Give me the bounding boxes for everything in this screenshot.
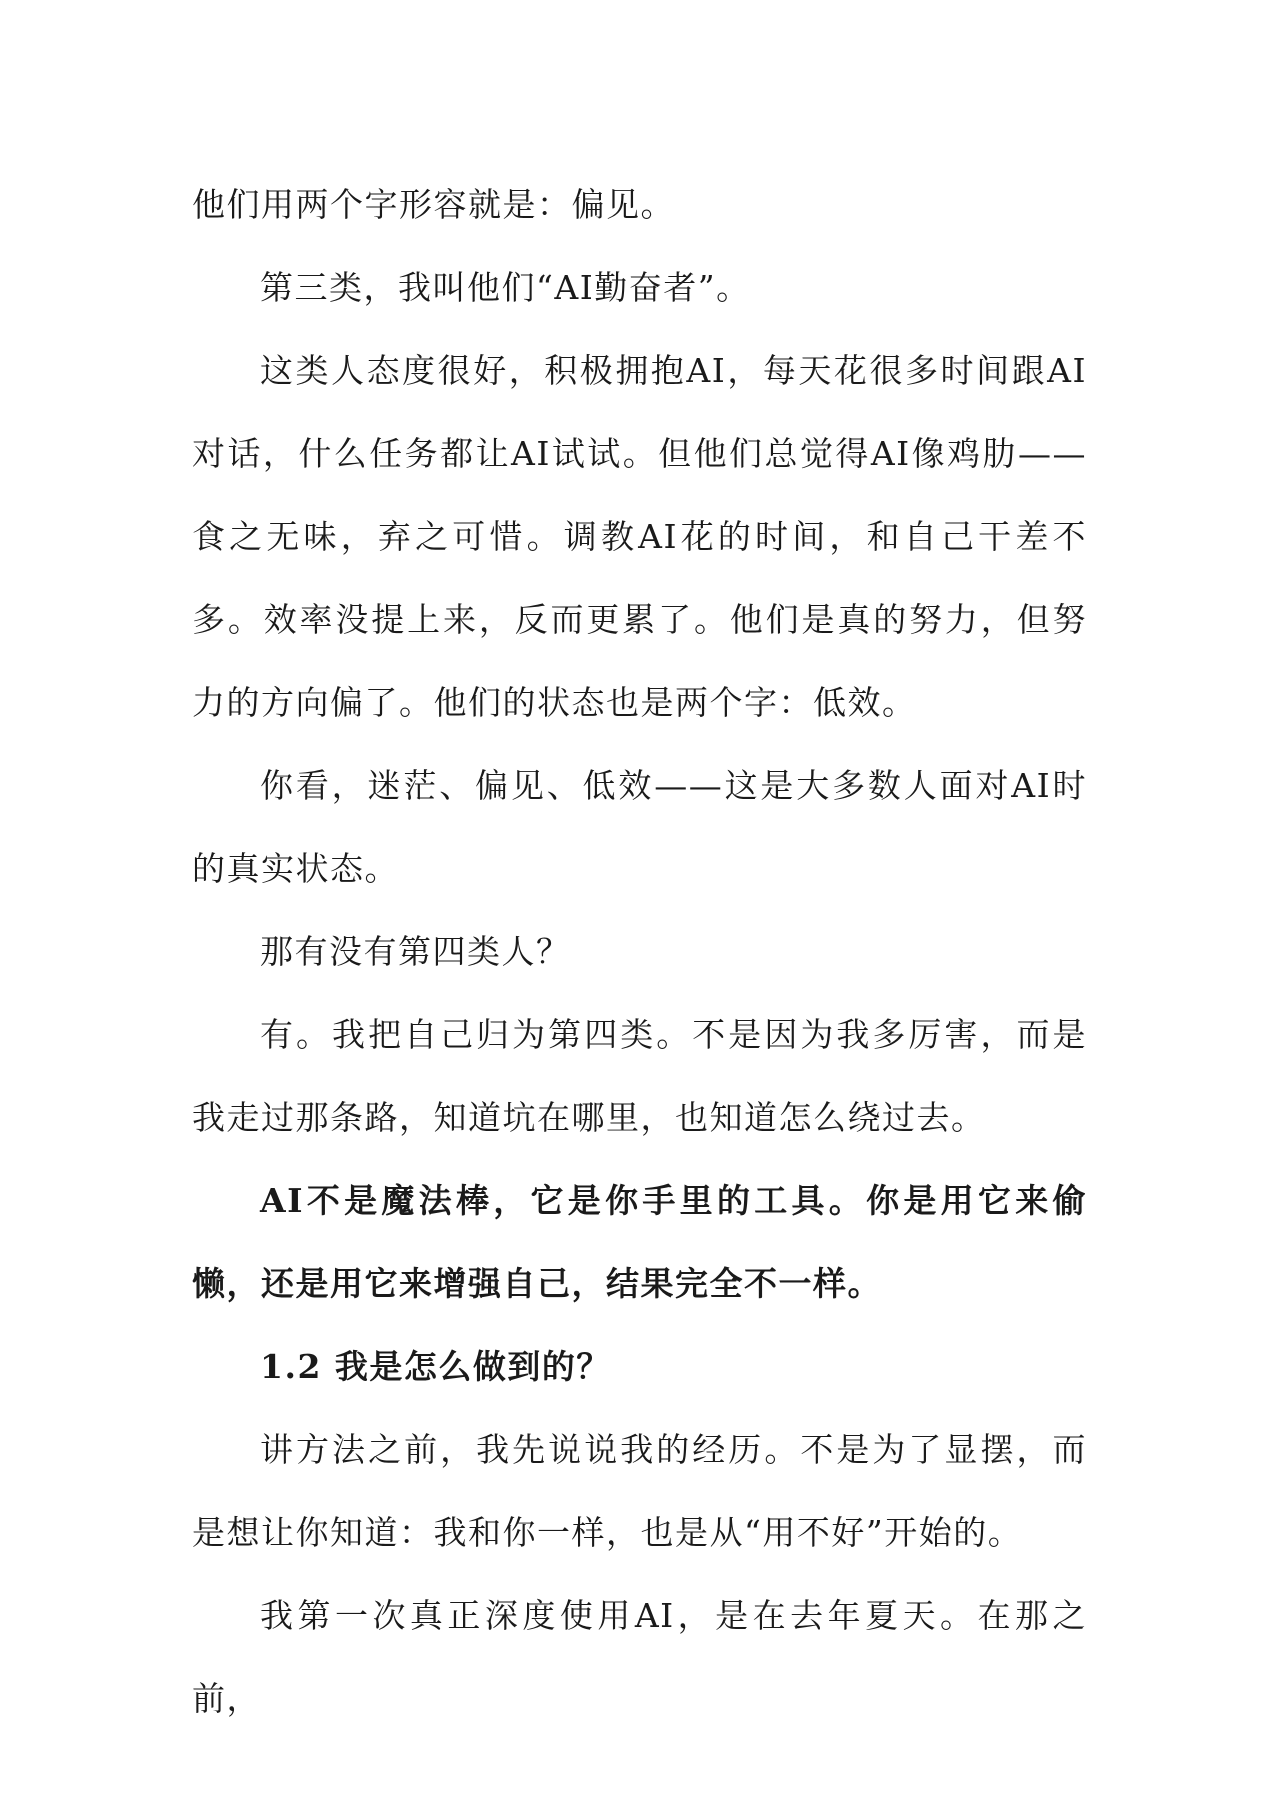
document-page: [192, 163, 1087, 1740]
paragraph-continuation: 他们用两个字形容就是：偏见。: [192, 185, 675, 224]
paragraph-fourth-category-answer: 有。我把自己归为第四类。不是因为我多厉害，而是我走过那条路，知道坑在哪里，也知道怎么绕过去。: [192, 1015, 1087, 1137]
paragraph-third-category-title: 第三类，我叫他们“AI勤奋者”。: [260, 268, 751, 307]
paragraph-summary-states: 你看，迷茫、偏见、低效——这是大多数人面对AI时的真实状态。: [192, 766, 1087, 888]
section-heading: 1.2 我是怎么做到的？: [260, 1347, 611, 1386]
paragraph-experience-intro: 讲方法之前，我先说说我的经历。不是为了显摆，而是想让你知道：我和你一样，也是从“用不好”开始的。: [192, 1430, 1087, 1552]
paragraph-third-category-description: 这类人态度很好，积极拥抱AI，每天花很多时间跟AI对话，什么任务都让AI试试。但他们总觉得AI像鸡肋——食之无味，弃之可惜。调教AI花的时间，和自己干差不多。效率没提上来，反而更累了。他们是真的努力，但努力的方向偏了。他们的状态也是两个字：低效。: [192, 351, 1087, 722]
paragraph-bold-key-point: AI不是魔法棒，它是你手里的工具。你是用它来偷懒，还是用它来增强自己，结果完全不一样。: [192, 1181, 1087, 1303]
paragraph-first-use: 我第一次真正深度使用AI，是在去年夏天。在那之前，: [192, 1596, 1087, 1718]
paragraph-fourth-category-question: 那有没有第四类人？: [260, 932, 571, 971]
